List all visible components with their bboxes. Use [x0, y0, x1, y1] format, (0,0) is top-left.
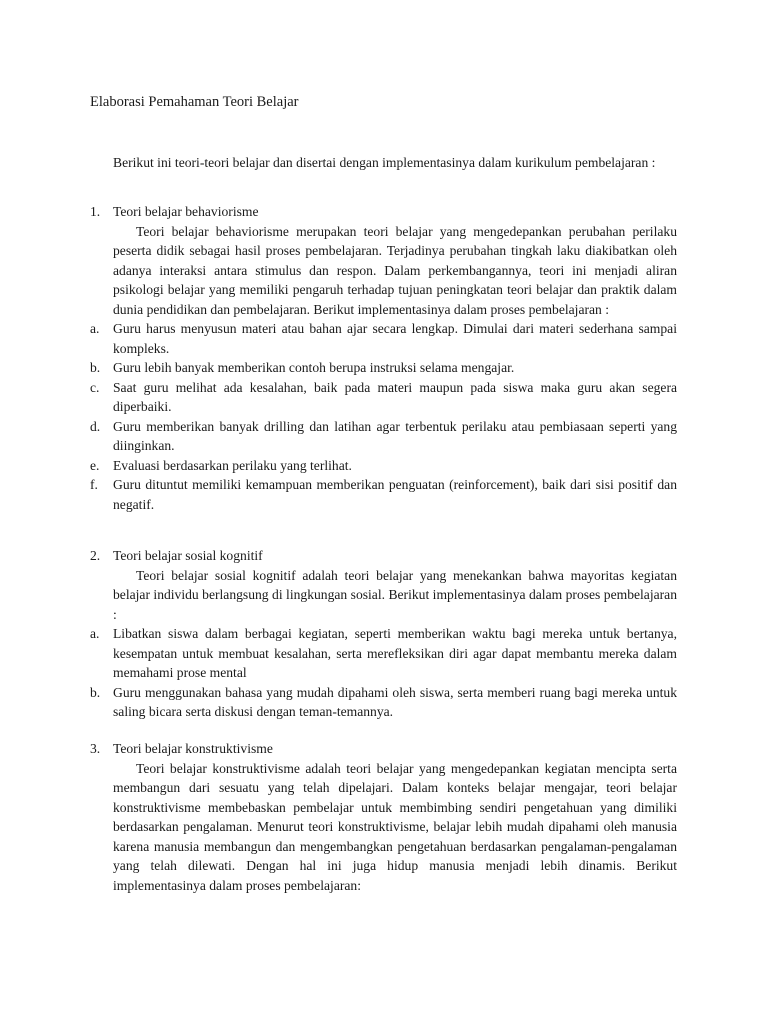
item-letter: c. [90, 379, 100, 395]
item-text: Guru harus menyusun materi atau bahan ajar secara lengkap. Dimulai dari materi sederhana sampai kompleks. [113, 321, 677, 356]
section-behaviorisme [90, 202, 677, 514]
section-body: Teori belajar behaviorisme merupakan teori belajar yang mengedepankan perubahan perilaku peserta didik sebagai hasil proses pembelajaran. Terjadinya perubahan tingkah laku diakibatkan oleh adanya interaksi antara stimulus dan respon. Dalam perkembangannya, teori ini menjadi aliran psikologi belajar yang memiliki pengaruh terhadap tujuan peningkatan teori belajar dan praktik dalam dunia pendidikan dan pembelajaran. Berikut implementasinya dalam proses pembelajaran : [113, 223, 677, 317]
section-konstruktivisme [90, 739, 677, 895]
section-sosial-kognitif [90, 546, 677, 722]
list-item [90, 624, 677, 683]
item-letter: a. [90, 626, 100, 641]
section-heading [90, 202, 677, 222]
list-item [90, 417, 677, 456]
section-body: Teori belajar konstruktivisme adalah teori belajar yang mengedepankan kegiatan mencipta serta membangun dari sesuatu yang telah dipelajari. Dalam konteks belajar mengajar, teori belajar konstruktivisme membebaskan pembelajar untuk membimbing sendiri pengetahuan yang dimiliki berdasarkan pengalaman. Menurut teori konstruktivisme, belajar lebih mudah dipahami oleh manusia karena manusia membangun dan mengembangkan pengetahuan berdasarkan pengalaman-pengalaman yang telah dilewati. Dengan hal ini juga hidup manusia menjadi lebih dinamis. Berikut implementasinya dalam proses pembelajaran: [113, 760, 677, 893]
section-heading [90, 546, 677, 566]
item-letter: f. [90, 477, 98, 492]
section-number: 1. [90, 204, 101, 219]
list-item [90, 378, 677, 417]
intro-paragraph: Berikut ini teori-teori belajar dan disertai dengan implementasinya dalam kurikulum pembelajaran : [113, 155, 656, 170]
section-title: Teori belajar sosial kognitif [113, 548, 263, 563]
item-text: Guru memberikan banyak drilling dan latihan agar terbentuk perilaku atau pembiasaan seperti yang diinginkan. [113, 418, 677, 453]
implementation-list [90, 624, 677, 722]
item-text: Libatkan siswa dalam berbagai kegiatan, seperti memberikan waktu bagi mereka untuk bertanya, kesempatan untuk membuat kesalahan, serta merefleksikan diri agar dapat membantu mereka dalam memahami prose mental [113, 626, 677, 680]
item-letter: e. [90, 457, 100, 473]
list-item [90, 319, 677, 358]
item-letter: b. [90, 684, 101, 700]
item-letter: b. [90, 360, 101, 375]
section-number: 2. [90, 548, 101, 563]
item-text: Guru menggunakan bahasa yang mudah dipahami oleh siswa, serta memberi ruang bagi mereka untuk saling bicara serta diskusi dengan teman-temannya. [113, 684, 677, 719]
section-title: Teori belajar konstruktivisme [113, 741, 273, 756]
list-item [90, 358, 677, 378]
document-title: Elaborasi Pemahaman Teori Belajar [90, 94, 299, 110]
section-heading [90, 739, 677, 759]
item-text: Saat guru melihat ada kesalahan, baik pada materi maupun pada siswa maka guru akan segera diperbaiki. [113, 379, 677, 414]
section-body: Teori belajar sosial kognitif adalah teori belajar yang menekankan bahwa mayoritas kegiatan belajar individu berlangsung di lingkungan sosial. Berikut implementasinya dalam proses pembelajaran : [113, 567, 677, 622]
section-title: Teori belajar behaviorisme [113, 204, 259, 219]
item-letter: a. [90, 321, 100, 336]
item-text: Evaluasi berdasarkan perilaku yang terlihat. [113, 457, 352, 473]
section-number: 3. [90, 741, 101, 756]
list-item [90, 475, 677, 514]
implementation-list [90, 319, 677, 514]
list-item [90, 683, 677, 722]
item-text: Guru lebih banyak memberikan contoh berupa instruksi selama mengajar. [113, 360, 515, 375]
item-letter: d. [90, 418, 101, 434]
item-text: Guru dituntut memiliki kemampuan memberikan penguatan (reinforcement), baik dari sisi positif dan negatif. [113, 477, 677, 512]
list-item [90, 456, 677, 476]
